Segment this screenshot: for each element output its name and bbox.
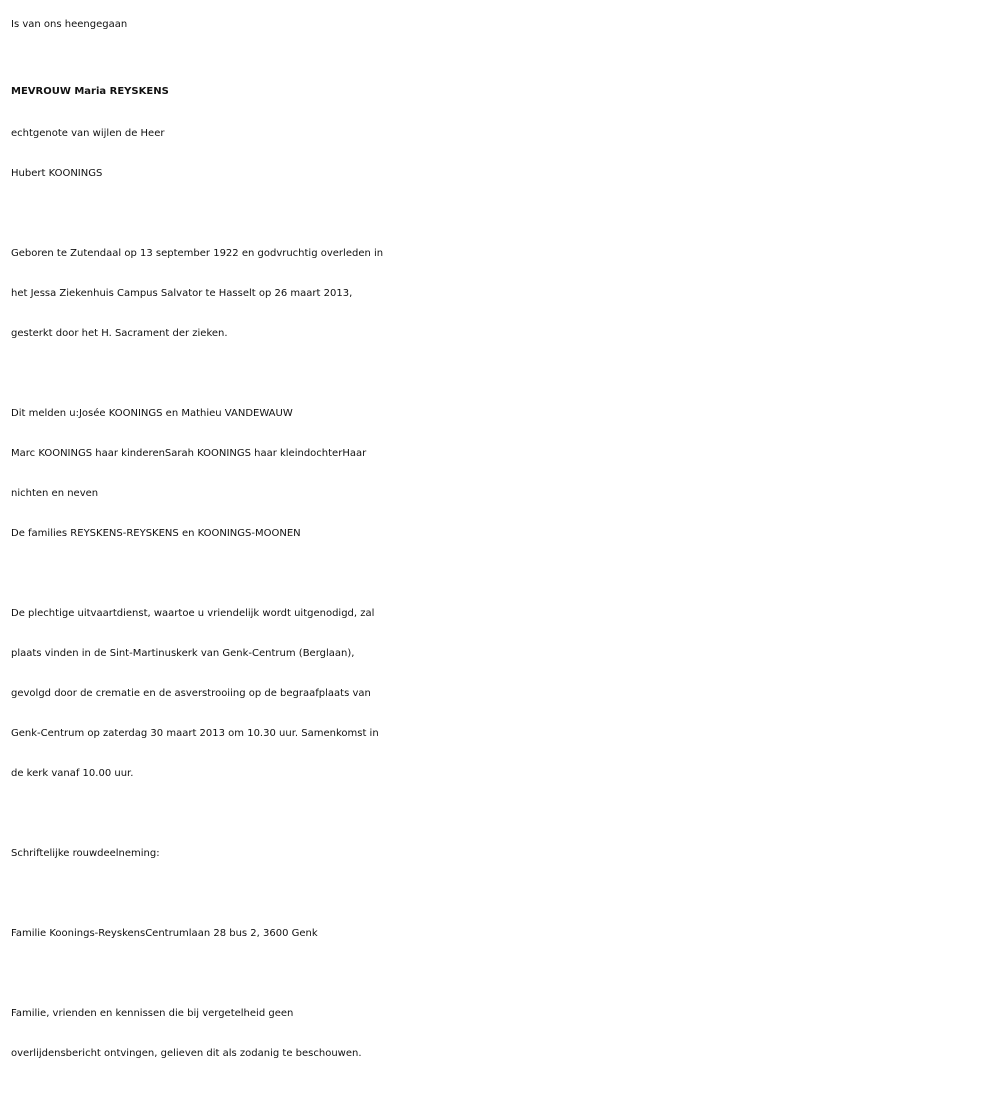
closing-line: overlijdensbericht ontvingen, gelieven dit als zodanig te beschouwen. [11,1048,362,1059]
spouse-line: Hubert KOONINGS [11,168,103,179]
funeral-line: Genk-Centrum op zaterdag 30 maart 2013 om 10.30 uur. Samenkomst in [11,728,379,739]
closing-line: Familie, vrienden en kennissen die bij vergetelheid geen [11,1008,294,1019]
condolence-address: Familie Koonings-ReyskensCentrumlaan 28 bus 2, 3600 Genk [11,928,318,939]
birth-death-line: Geboren te Zutendaal op 13 september 1922 en godvruchtig overleden in [11,248,384,259]
funeral-line: gevolgd door de crematie en de asverstrooiing op de begraafplaats van [11,688,371,699]
funeral-line: plaats vinden in de Sint-Martinuskerk van Genk-Centrum (Berglaan), [11,648,355,659]
condolence-label: Schriftelijke rouwdeelneming: [11,848,160,859]
paragraph-gap [11,194,996,234]
paragraph-gap [11,794,996,834]
paragraph-gap [11,954,996,994]
family-line: Dit melden u:Josée KOONINGS en Mathieu VANDEWAUW [11,408,293,419]
paragraph-gap [11,354,996,394]
funeral-line: de kerk vanaf 10.00 uur. [11,768,134,779]
funeral-line: De plechtige uitvaartdienst, waartoe u vriendelijk wordt uitgenodigd, zal [11,608,375,619]
death-notice [11,0,996,1074]
family-line: De families REYSKENS-REYSKENS en KOONINGS-MOONEN [11,528,301,539]
paragraph-gap [11,874,996,914]
family-line: Marc KOONINGS haar kinderenSarah KOONINGS haar kleindochterHaar [11,448,367,459]
birth-death-line: het Jessa Ziekenhuis Campus Salvator te Hasselt op 26 maart 2013, [11,288,353,299]
deceased-name: MEVROUW Maria REYSKENS [11,86,169,97]
birth-death-line: gesterkt door het H. Sacrament der zieken. [11,328,228,339]
intro-text: Is van ons heengegaan [11,19,128,30]
spouse-line: echtgenote van wijlen de Heer [11,128,165,139]
paragraph-gap [11,554,996,594]
family-line: nichten en neven [11,488,99,499]
